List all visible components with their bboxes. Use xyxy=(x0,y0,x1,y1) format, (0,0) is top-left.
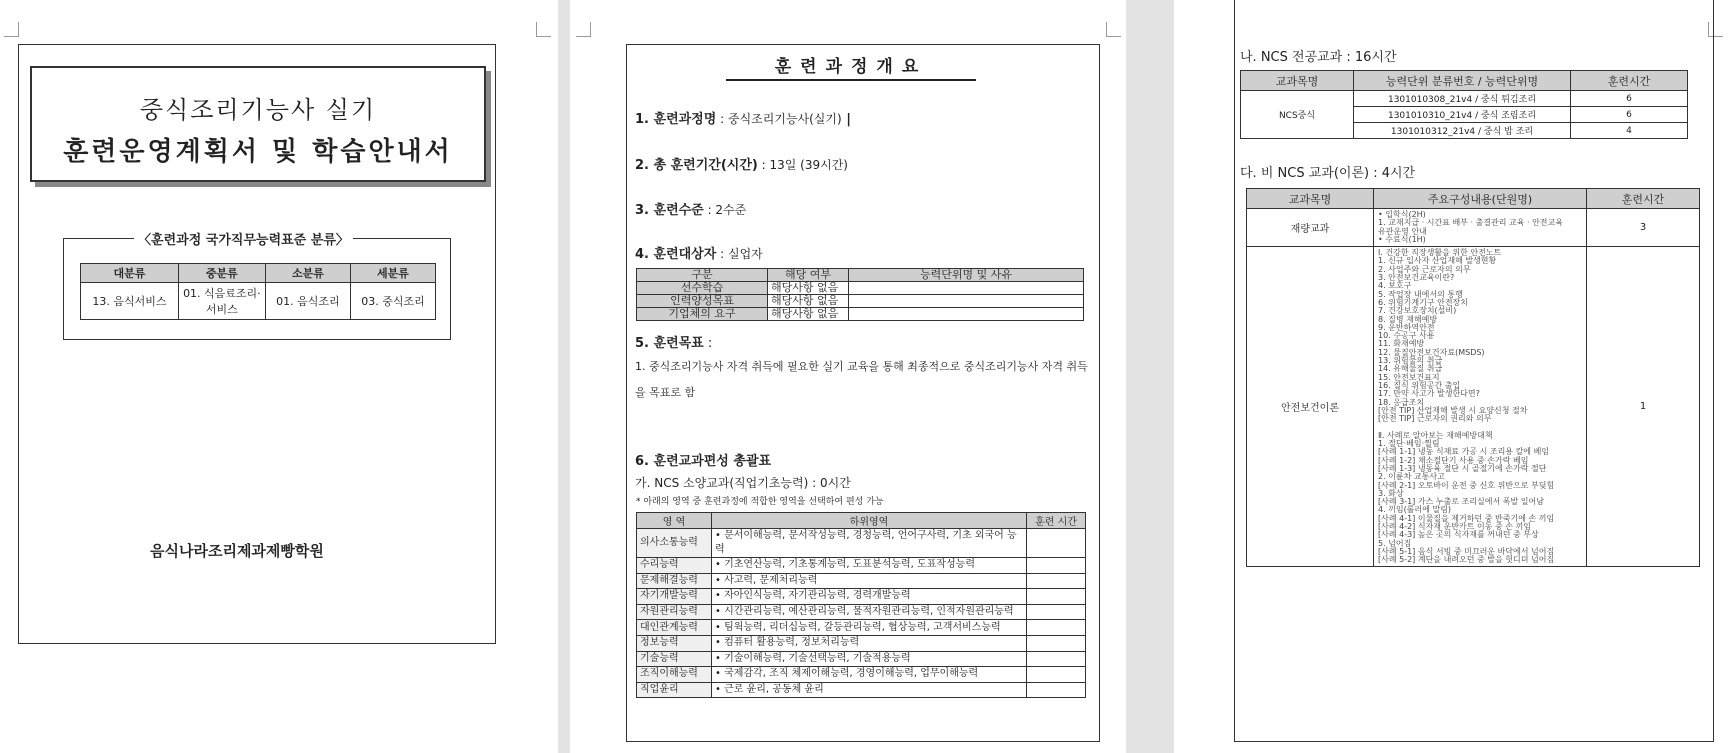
non-header: 교과목명 xyxy=(1247,189,1374,209)
content-line: Ⅰ. 건강한 직장생활을 위한 안전노트 xyxy=(1378,248,1502,258)
comp-sub: • 팀웍능력, 리더십능력, 갈등관리능력, 협상능력, 고객서비스능력 xyxy=(712,620,1027,636)
course-target: 4. 훈련대상자 : 실업자 xyxy=(635,247,763,262)
target-value: 해당사항 없음 xyxy=(768,295,849,308)
non-hours: 3 xyxy=(1587,209,1700,247)
classification-cell: 01. 음식조리 xyxy=(265,283,350,320)
non-ncs-heading: 다. 비 NCS 교과(이론) : 4시간 xyxy=(1240,166,1416,181)
content-line: 3. 안전보건교육이란? xyxy=(1378,273,1455,283)
comp-header: 하위영역 xyxy=(712,513,1027,529)
comp-hours xyxy=(1027,667,1086,683)
comp-hours xyxy=(1027,620,1086,636)
content-line: 6. 위험기계기구 안전장치 xyxy=(1378,297,1468,307)
content-line: [사례 5-1] 음식 서빙 중 미끄러운 바닥에서 넘어짐 xyxy=(1378,546,1555,556)
table-row xyxy=(637,308,1084,321)
major-header: 능력단위 분류번호 / 능력단위명 xyxy=(1354,71,1571,91)
content-line: 유관운영 안내 xyxy=(1378,226,1427,236)
comp-sub: • 컴퓨터 활용능력, 정보처리능력 xyxy=(712,635,1027,651)
comp-area: 문제해결능력 xyxy=(637,573,712,589)
cover-title-line1: 중식조리기능사 실기 xyxy=(139,96,377,124)
target-reason xyxy=(849,282,1084,295)
curriculum-heading: 6. 훈련교과편성 총괄표 xyxy=(635,454,772,469)
table-row xyxy=(1247,209,1700,247)
crop-mark xyxy=(576,22,591,37)
non-content xyxy=(1374,247,1587,567)
comp-header: 영 역 xyxy=(637,513,712,529)
content-line: • 입학식(2H) xyxy=(1378,210,1426,219)
comp-hours xyxy=(1027,529,1086,558)
table-row xyxy=(637,282,1084,295)
crop-mark xyxy=(4,22,19,37)
selection-note: * 아래의 영역 중 훈련과정에 적합한 영역을 선택하여 편성 가능 xyxy=(636,497,884,507)
ncs-basic-heading: 가. NCS 소양교과(직업기초능력) : 0시간 xyxy=(635,476,851,490)
page-title: 훈련과정개요 xyxy=(726,52,976,81)
content-line: [사례 4-1] 이물질을 제거하던 중 반죽기에 손 끼임 xyxy=(1378,513,1555,523)
non-subject: 안전보건이론 xyxy=(1247,247,1374,567)
content-line: 7. 건강보호장치(설비) xyxy=(1378,306,1457,316)
content-line: 5. 작업장 내에서의 통행 xyxy=(1378,289,1463,299)
content-line: [사례 4-3] 높은 곳의 식자재를 꺼내던 중 부상 xyxy=(1378,530,1539,540)
table-row xyxy=(637,558,1086,574)
content-line: 4. 보호구 xyxy=(1378,281,1412,291)
table-row xyxy=(637,635,1086,651)
target-value: 해당사항 없음 xyxy=(768,308,849,321)
classification-cell: 03. 중식조리 xyxy=(350,283,435,320)
comp-area: 기술능력 xyxy=(637,651,712,667)
table-row xyxy=(1241,91,1688,107)
content-line: 1. 신규 입사자 산업재해 발생현황 xyxy=(1378,256,1497,266)
comp-hours xyxy=(1027,589,1086,605)
content-line: 1. 절단·베임·찔림 xyxy=(1378,439,1440,449)
comp-hours xyxy=(1027,604,1086,620)
course-name: 1. 훈련과정명 : 중식조리기능사(실기) | xyxy=(635,112,851,127)
table-row xyxy=(1247,247,1700,567)
non-subject: 재량교과 xyxy=(1247,209,1374,247)
classification-header: 세분류 xyxy=(350,264,435,283)
comp-area: 자원관리능력 xyxy=(637,604,712,620)
table-row xyxy=(637,620,1086,636)
table-row xyxy=(637,529,1086,558)
angle-right-icon: 〉 xyxy=(335,233,349,248)
comp-area: 정보능력 xyxy=(637,635,712,651)
non-content xyxy=(1374,209,1587,247)
ncs-major-heading: 나. NCS 전공교과 : 16시간 xyxy=(1240,50,1397,65)
target-header: 능력단위명 및 사유 xyxy=(849,269,1084,282)
crop-mark xyxy=(536,22,551,37)
comp-sub: • 사고력, 문제처리능력 xyxy=(712,573,1027,589)
content-line: [사례 5-2] 계단을 내려오던 중 발을 헛디뎌 넘어짐 xyxy=(1378,555,1555,565)
content-line: Ⅱ. 사례로 알아보는 재해예방대책 xyxy=(1378,430,1493,440)
target-reason xyxy=(849,295,1084,308)
comp-area: 대인관계능력 xyxy=(637,620,712,636)
major-header: 훈련시간 xyxy=(1571,71,1688,91)
content-line: 2. 이륜차 교통사고 xyxy=(1378,472,1445,482)
content-line: 3. 화상 xyxy=(1378,488,1404,498)
target-label: 인력양성목표 xyxy=(637,295,768,308)
text-cursor: | xyxy=(841,112,851,127)
target-header: 구분 xyxy=(637,269,768,282)
target-value: 해당사항 없음 xyxy=(768,282,849,295)
classification-caption: 〈훈련과정 국가직무능력표준 분류〉 xyxy=(134,229,353,248)
page-1 xyxy=(0,0,558,753)
page-2 xyxy=(570,0,1126,753)
major-hours: 6 xyxy=(1571,91,1688,107)
comp-area: 조직이해능력 xyxy=(637,667,712,683)
content-line: [사례 3-1] 가스 누출로 조리실에서 폭발 일어남 xyxy=(1378,497,1544,507)
comp-area: 자기개발능력 xyxy=(637,589,712,605)
content-line: 18. 응급조치 xyxy=(1378,397,1425,407)
classification-header: 중분류 xyxy=(178,264,265,283)
classification-cell: 13. 음식서비스 xyxy=(81,283,179,320)
target-table xyxy=(636,268,1084,321)
school-name: 음식나라조리제과제빵학원 xyxy=(150,542,324,560)
comp-sub: • 문서이해능력, 문서작성능력, 경청능력, 언어구사력, 기초 외국어 능력 xyxy=(712,529,1027,558)
non-header: 주요구성내용(단원명) xyxy=(1374,189,1587,209)
classification-header: 대분류 xyxy=(81,264,179,283)
comp-sub: • 시간관리능력, 예산관리능력, 물적자원관리능력, 인적자원관리능력 xyxy=(712,604,1027,620)
comp-sub: • 국제감각, 조직 체제이해능력, 경영이해능력, 업무이해능력 xyxy=(712,667,1027,683)
table-row xyxy=(637,295,1084,308)
comp-sub: • 기술이해능력, 기술선택능력, 기술적용능력 xyxy=(712,651,1027,667)
major-subject: NCS중식 xyxy=(1241,91,1354,139)
non-hours: 1 xyxy=(1587,247,1700,567)
angle-left-icon: 〈 xyxy=(138,233,152,248)
table-row xyxy=(637,651,1086,667)
content-line: [사례 2-1] 오토바이 운전 중 신호 위반으로 부딪힘 xyxy=(1378,480,1555,490)
content-line: 5. 넘어짐 xyxy=(1378,538,1412,548)
target-label: 기업체의 요구 xyxy=(637,308,768,321)
comp-hours xyxy=(1027,573,1086,589)
course-duration: 2. 총 훈련기간(시간) : 13일 (39시간) xyxy=(635,158,848,173)
content-line: [사례 1-3] 냉동육 절단 시 골절기에 손가락 절단 xyxy=(1378,463,1547,473)
content-line: [사례 1-2] 채소절단기 사용 중 손가락 베임 xyxy=(1378,455,1529,465)
comp-sub: • 기초연산능력, 기초통계능력, 도표분석능력, 도표작성능력 xyxy=(712,558,1027,574)
content-line: 17. 만약 사고가 발생한다면? xyxy=(1378,389,1480,399)
target-reason xyxy=(849,308,1084,321)
content-line: 11. 화재예방 xyxy=(1378,339,1425,349)
content-line: [안전 TIP] 산업재해 발생 시 요양신청 절차 xyxy=(1378,405,1528,415)
crop-mark xyxy=(1106,22,1121,37)
major-hours: 6 xyxy=(1571,107,1688,123)
comp-header: 훈련 시간 xyxy=(1027,513,1086,529)
content-line: • 수료식(1H) xyxy=(1378,234,1426,244)
content-line: 13. 위험물의 취급 xyxy=(1378,356,1443,366)
major-header: 교과목명 xyxy=(1241,71,1354,91)
page-3 xyxy=(1174,0,1728,753)
classification-header: 소분류 xyxy=(265,264,350,283)
content-line: [사례 1-1] 냉동 식재료 가공 시 조리용 칼에 베임 xyxy=(1378,447,1550,457)
comp-hours xyxy=(1027,558,1086,574)
content-line: [사례 4-2] 식자재 운반카트 이동 중 손 끼임 xyxy=(1378,521,1532,531)
content-line: 1. 교재지급 · 시간표 배부 · 출결관리 교육 · 안전교육 xyxy=(1378,218,1563,228)
table-row xyxy=(637,667,1086,683)
major-hours: 4 xyxy=(1571,123,1688,139)
major-unit: 1301010310_21v4 / 중식 조림조리 xyxy=(1354,107,1571,123)
classification-table xyxy=(80,263,436,320)
cover-title-box xyxy=(30,66,486,182)
table-row xyxy=(637,589,1086,605)
classification-cell: 01. 식음료조리·서비스 xyxy=(178,283,265,320)
content-line: 2. 사업주와 근로자의 의무 xyxy=(1378,264,1471,274)
content-line: 8. 질병 재해예방 xyxy=(1378,314,1438,324)
content-line: 14. 유해물질 취급 xyxy=(1378,364,1443,374)
training-goal-heading: 5. 훈련목표 : xyxy=(635,336,713,351)
comp-area: 직업윤리 xyxy=(637,682,712,698)
comp-area: 수리능력 xyxy=(637,558,712,574)
training-goal-text: 1. 중식조리기능사 자격 취득에 필요한 실기 교육을 통해 최종적으로 중식조리기능사 자격 취득을 목표로 함 xyxy=(635,360,1088,399)
content-line: 15. 안전보건표지 xyxy=(1378,372,1440,382)
content-line: 9. 운반하역안전 xyxy=(1378,322,1435,332)
comp-hours xyxy=(1027,651,1086,667)
competency-table xyxy=(636,512,1086,698)
comp-hours xyxy=(1027,682,1086,698)
major-unit: 1301010308_21v4 / 중식 튀김조리 xyxy=(1354,91,1571,107)
major-unit: 1301010312_21v4 / 중식 밥 조리 xyxy=(1354,123,1571,139)
non-header: 훈련시간 xyxy=(1587,189,1700,209)
comp-hours xyxy=(1027,635,1086,651)
target-label: 선수학습 xyxy=(637,282,768,295)
content-line: 12. 물질안전보건자료(MSDS) xyxy=(1378,347,1485,357)
non-ncs-table xyxy=(1246,188,1700,567)
ncs-major-table xyxy=(1240,70,1688,139)
table-row xyxy=(637,573,1086,589)
content-line: 4. 끼임(롤러에 말림) xyxy=(1378,505,1452,515)
content-line: [안전 TIP] 근로자의 권리와 의무 xyxy=(1378,414,1492,424)
target-header: 해당 여부 xyxy=(768,269,849,282)
comp-sub: • 근로 윤리, 공동체 윤리 xyxy=(712,682,1027,698)
table-row xyxy=(637,604,1086,620)
content-line: 16. 질식 위험공간 출입 xyxy=(1378,380,1461,390)
comp-area: 의사소통능력 xyxy=(637,529,712,558)
content-line: 10. 수공구 사용 xyxy=(1378,331,1435,341)
table-row xyxy=(637,682,1086,698)
classification-box xyxy=(63,233,451,340)
course-level: 3. 훈련수준 : 2수준 xyxy=(635,203,747,218)
comp-sub: • 자아인식능력, 자기관리능력, 경력개발능력 xyxy=(712,589,1027,605)
cover-title-line2: 훈련운영계획서 및 학습안내서 xyxy=(63,137,453,167)
